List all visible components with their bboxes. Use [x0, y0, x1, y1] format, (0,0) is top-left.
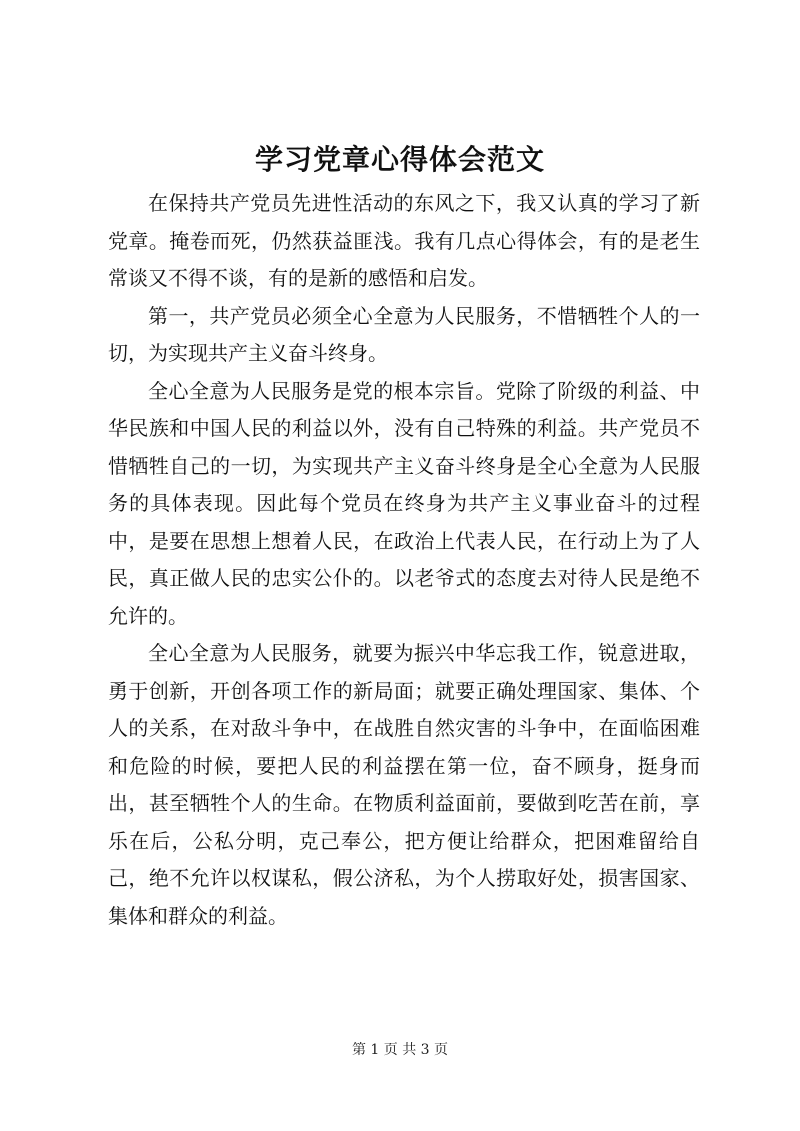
document-title: 学习党章心得体会范文 — [254, 143, 545, 176]
paragraph-3: 全心全意为人民服务是党的根本宗旨。党除了阶级的利益、中华民族和中国人民的利益以外，没有自己特殊的利益。共产党员不惜牺牲自己的一切，为实现共产主义奋斗终身是全心全意为人民服务的具体表现。因此每个党员在终身为共产主义事业奋斗的过程中，是要在思想上想着人民，在政治上代表人民，在行动上为了人民，真正做人民的忠实公仆的。以老爷式的态度去对待人民是绝不允许的。 — [108, 378, 700, 628]
paragraph-4: 全心全意为人民服务，就要为振兴中华忘我工作，锐意进取，勇于创新，开创各项工作的新局面；就要正确处理国家、集体、个人的关系，在对敌斗争中，在战胜自然灾害的斗争中，在面临困难和危险的时候，要把人民的利益摆在第一位，奋不顾身，挺身而出，甚至牺牲个人的生命。在物质利益面前，要做到吃苦在前，享乐在后，公私分明，克己奉公，把方便让给群众，把困难留给自己，绝不允许以权谋私，假公济私，为个人捞取好处，损害国家、集体和群众的利益。 — [108, 641, 700, 928]
document-body — [108, 185, 700, 935]
paragraph-1: 在保持共产党员先进性活动的东风之下，我又认真的学习了新党章。掩卷而死，仍然获益匪浅。我有几点心得体会，有的是老生常谈又不得不谈，有的是新的感悟和启发。 — [108, 191, 700, 290]
paragraph-2: 第一，共产党员必须全心全意为人民服务，不惜牺牲个人的一切，为实现共产主义奋斗终身。 — [108, 303, 700, 365]
page-number-footer: 第 1 页 共 3 页 — [351, 1042, 449, 1058]
